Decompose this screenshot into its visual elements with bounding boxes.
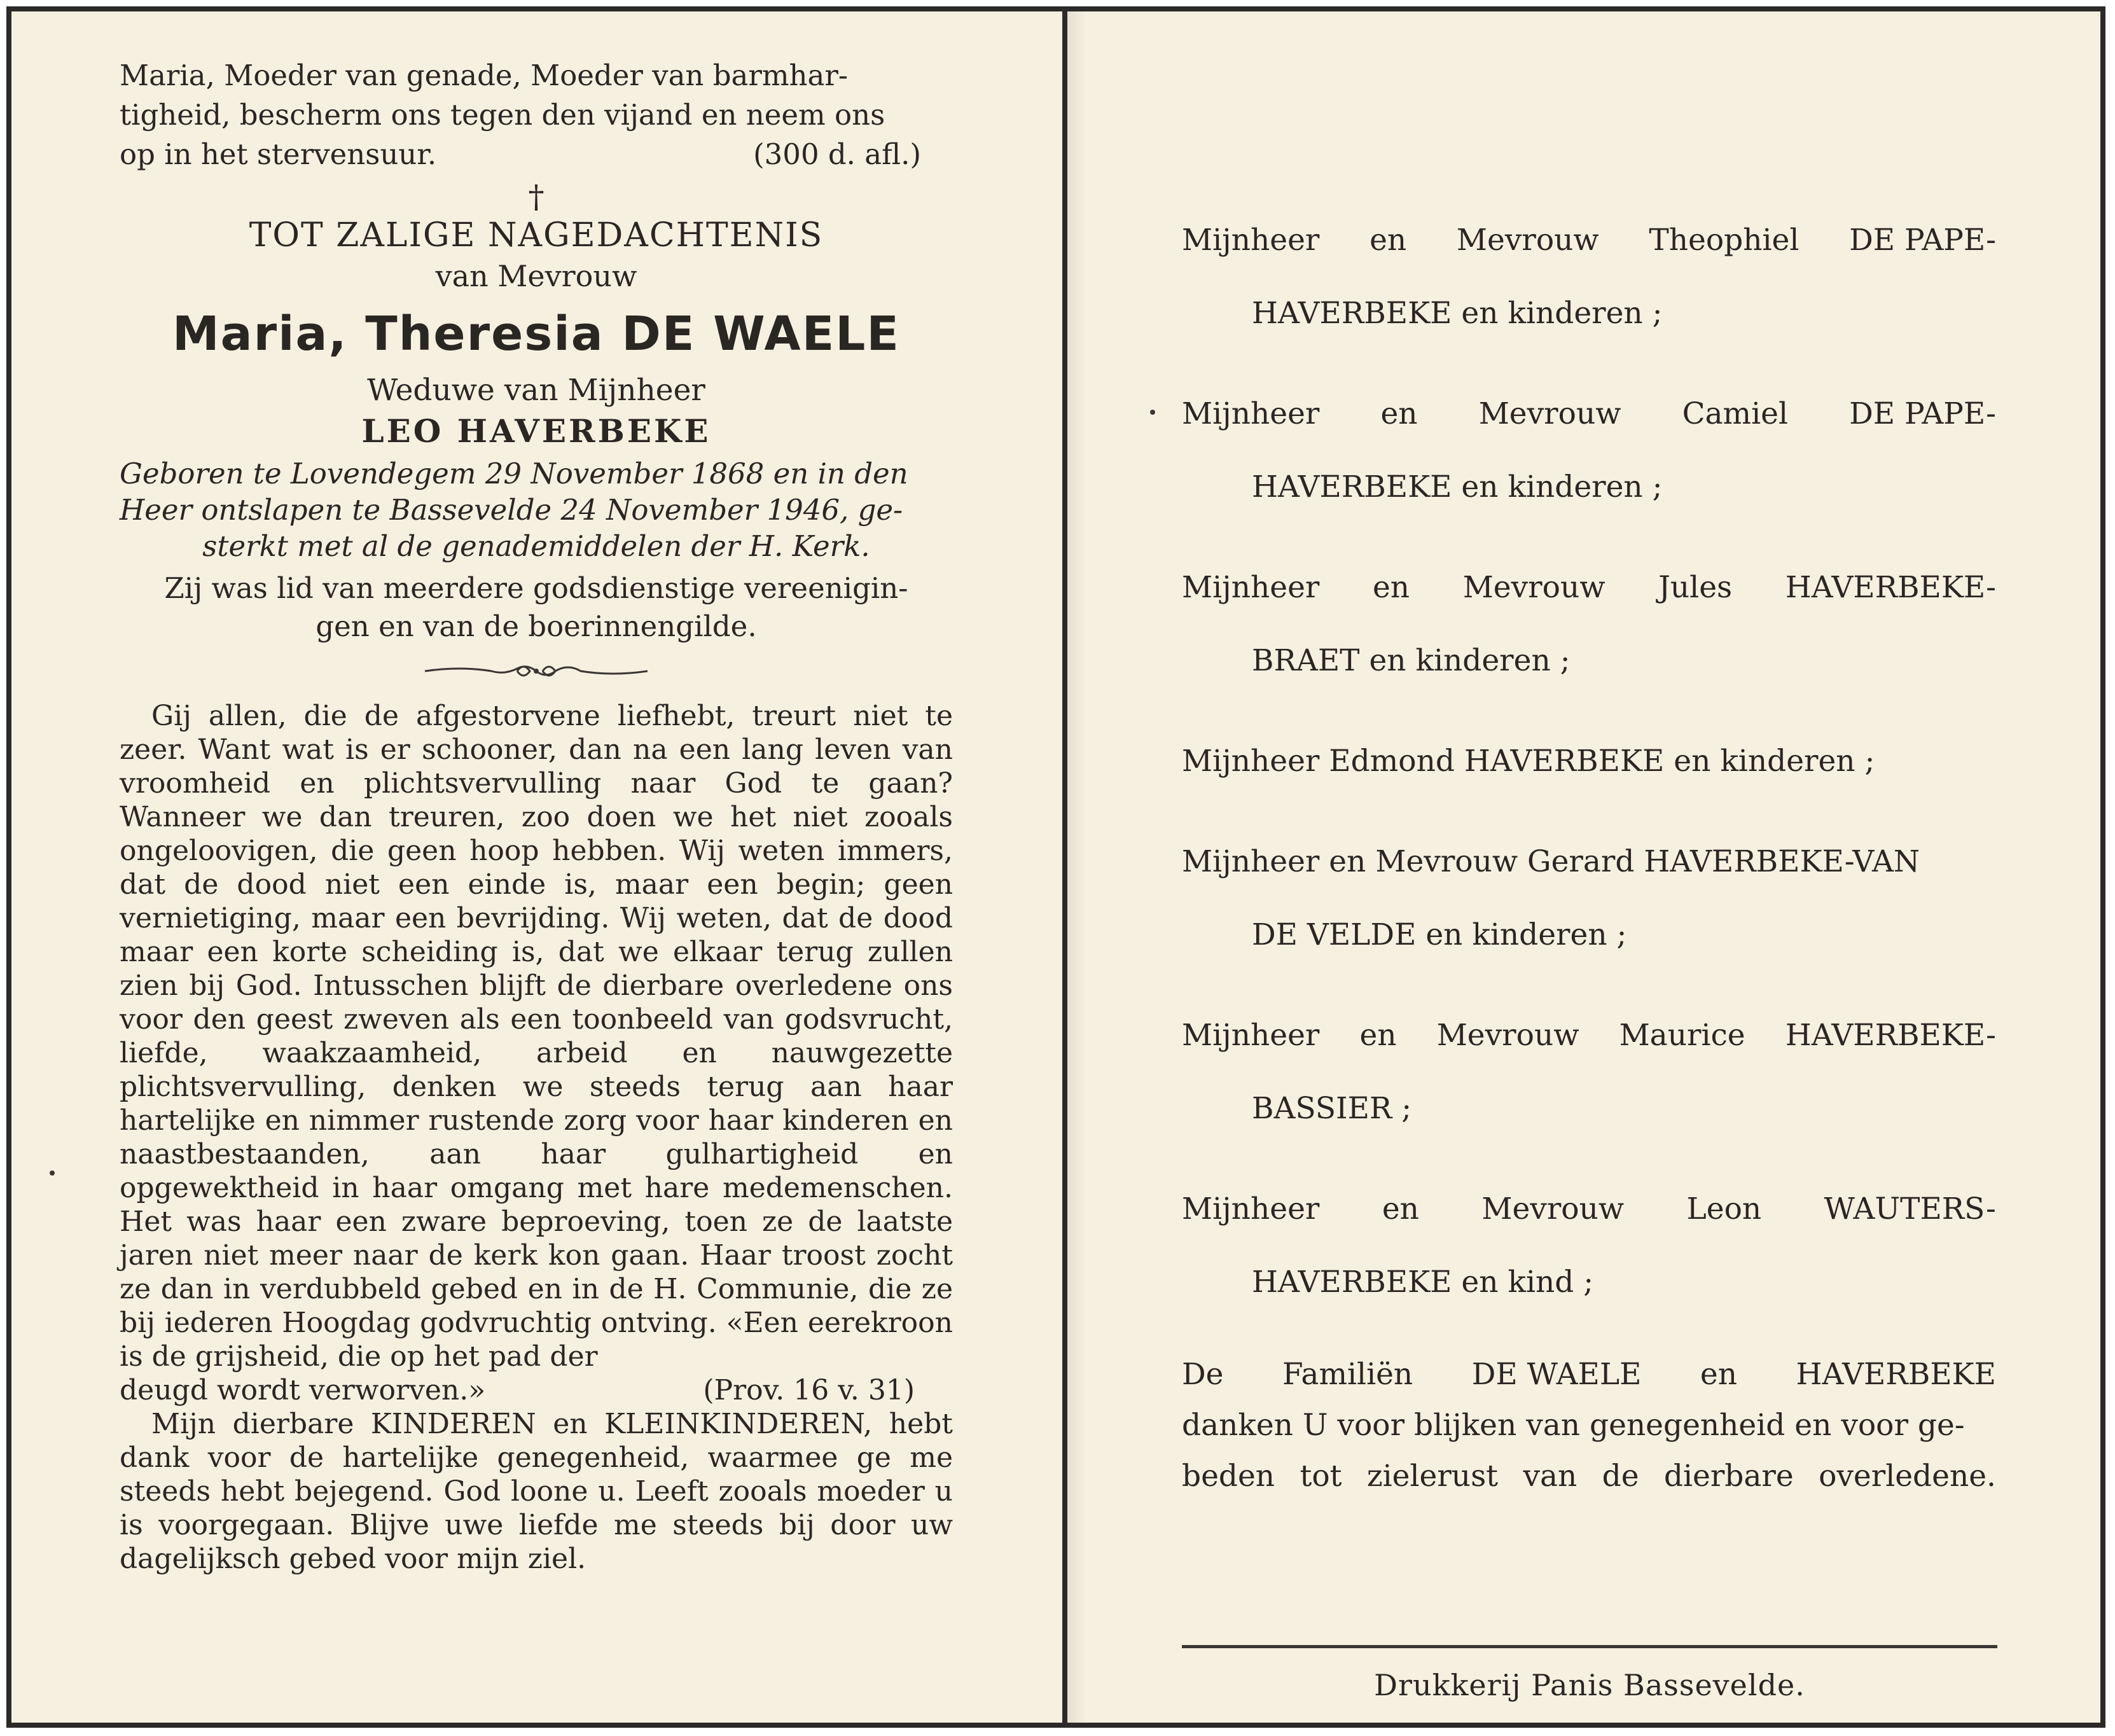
- entry-2-word-1: Mijnheer: [1182, 396, 1320, 431]
- printer-credit: Drukkerij Panis Bassevelde.: [1374, 1668, 1805, 1702]
- entry-6-line-2: BASSIER ;: [1252, 1091, 1412, 1126]
- thanks-word-5: HAVERBEKE: [1796, 1357, 1996, 1392]
- speck: [50, 1170, 55, 1176]
- thanks-l3-word-1: beden: [1182, 1459, 1275, 1494]
- fold-shadow: [1067, 11, 1086, 1723]
- family-thanks: [1182, 1349, 1996, 1502]
- prayer-line-3: [120, 135, 953, 174]
- entry-3-word-3: Mevrouw: [1462, 570, 1605, 605]
- thanks-l3-word-4: van: [1523, 1459, 1578, 1494]
- entry-4-line-1: Mijnheer Edmond HAVERBEKE en kinderen ;: [1182, 744, 1875, 779]
- entry-3-word-1: Mijnheer: [1182, 570, 1320, 605]
- van-mevrouw: van Mevrouw: [435, 259, 637, 293]
- memorial-title: TOT ZALIGE NAGEDACHTENIS: [249, 216, 824, 254]
- family-entry-1: [1182, 221, 1996, 333]
- prayer-line-3-text: op in het stervensuur.: [120, 137, 437, 171]
- entry-6-word-3: Mevrouw: [1436, 1018, 1579, 1053]
- entry-3-line-2: BRAET en kinderen ;: [1252, 643, 1571, 678]
- entry-5-line-1: Mijnheer en Mevrouw Gerard HAVERBEKE-VAN: [1182, 844, 1920, 879]
- cross-icon: †: [528, 178, 544, 215]
- prayer-line-1: Maria, Moeder van genade, Moeder van barmhar-: [120, 59, 849, 92]
- thanks-word-2: Familiën: [1282, 1357, 1413, 1392]
- entry-5-line-2: DE VELDE en kinderen ;: [1252, 917, 1627, 952]
- family-entry-2: [1182, 395, 1996, 506]
- entry-7-word-2: en: [1382, 1191, 1419, 1226]
- printer-rule: [1182, 1645, 1997, 1648]
- entry-2-word-4: Camiel: [1682, 396, 1788, 431]
- family-entry-5: [1182, 843, 1996, 954]
- entry-1-word-1: Mijnheer: [1182, 223, 1320, 258]
- thanks-line-2: danken U voor blijken van genegenheid en voor ge-: [1182, 1408, 1965, 1443]
- entry-7-word-3: Mevrouw: [1481, 1191, 1625, 1226]
- left-panel: [120, 56, 953, 1576]
- entry-6-word-2: en: [1359, 1018, 1397, 1053]
- entry-1-word-5: DE PAPE-: [1849, 223, 1996, 258]
- born-line-2: Heer ontslapen te Bassevelde 24 November 1946, ge-: [120, 493, 903, 527]
- thanks-word-3: DE WAELE: [1471, 1357, 1642, 1392]
- entry-7-word-5: WAUTERS-: [1824, 1191, 1996, 1226]
- entry-7-word-1: Mijnheer: [1182, 1191, 1320, 1226]
- member-line-2: gen en van de boerinnengilde.: [316, 609, 757, 643]
- entry-6-word-1: Mijnheer: [1182, 1018, 1320, 1053]
- indulgence-note: (300 d. afl.): [753, 137, 921, 171]
- meditation-text: Gij allen, die de afgestorvene liefhebt, treurt niet te zeer. Want wat is er schooner, dan na een lang leven van vroomheid en plichtsvervulling naar God te gaan? Wanneer we dan treuren, zoo doen we het niet zooals ongeloovigen, die geen hoop hebben. Wij weten immers, dat de dood niet een einde is, maar een begin; geen vernietiging, maar een bevrijding. Wij weten, dat de dood maar een korte scheiding is, dat we elkaar terug zullen zien bij God. Intusschen blijft de dierbare overledene ons voor den geest zweven als een toonbeeld van godsvrucht, liefde, waakzaamheid, arbeid en nauwgezette plichtsvervulling, denken we steeds terug aan haar hartelijke en nimmer rustende zorg voor haar kinderen en naastbestaanden, aan haar gulhartigheid en opgewektheid in haar omgang met hare medemenschen. Het was haar een zware beproeving, toen ze de laatste jaren niet meer naar de kerk kon gaan. Haar troost zocht ze dan in verdubbeld gebed en in de H. Communie, die ze bij iederen Hoogdag godvruchtig ontving. «Een eerekroon is de grijsheid, die op het pad der: [120, 700, 953, 1373]
- entry-3-word-5: HAVERBEKE-: [1785, 570, 1996, 605]
- entry-6-word-4: Maurice: [1619, 1018, 1745, 1053]
- entry-3-word-4: Jules: [1658, 570, 1733, 605]
- thanks-l3-word-6: dierbare: [1663, 1459, 1794, 1494]
- born-line-1: Geboren te Lovendegem 29 November 1868 en in den: [120, 457, 908, 490]
- quote-end: deugd wordt verworven.»: [120, 1374, 486, 1406]
- ornament-divider-icon: [422, 660, 651, 683]
- thanks-word-4: en: [1700, 1357, 1737, 1392]
- family-entry-4: [1182, 742, 1996, 781]
- husband-name: LEO HAVERBEKE: [361, 412, 711, 450]
- thanks-l3-word-3: zielerust: [1366, 1459, 1499, 1494]
- entry-1-line-2: HAVERBEKE en kinderen ;: [1252, 296, 1663, 331]
- quote-end-line: [120, 1373, 953, 1407]
- prayer-line-2: tigheid, bescherm ons tegen den vijand en neem ons: [120, 98, 885, 132]
- member-line-1: Zij was lid van meerdere godsdienstige vereenigin-: [164, 571, 908, 605]
- farewell-text: Mijn dierbare KINDEREN en KLEINKINDEREN, hebt dank voor de hartelijke genegenheid, waarmee ge me steeds hebt bejegend. God loone u. Leeft zooals moeder u is voorgegaan. Blijve uwe liefde me steeds bij door uw dagelijksch gebed voor mijn ziel.: [120, 1408, 953, 1575]
- entry-1-word-2: en: [1370, 223, 1407, 258]
- entry-1-word-3: Mevrouw: [1456, 223, 1599, 258]
- family-entry-7: [1182, 1190, 1996, 1302]
- entry-2-line-2: HAVERBEKE en kinderen ;: [1252, 469, 1663, 504]
- entry-3-word-2: en: [1372, 570, 1410, 605]
- entry-2-word-2: en: [1380, 396, 1418, 431]
- thanks-l3-word-5: de: [1602, 1459, 1639, 1494]
- thanks-l3-word-7: overledene.: [1819, 1459, 1996, 1494]
- right-panel: [1182, 221, 1996, 1502]
- thanks-l3-word-2: tot: [1300, 1459, 1342, 1494]
- speck: [1150, 410, 1155, 415]
- entry-7-line-2: HAVERBEKE en kind ;: [1252, 1265, 1594, 1300]
- memorial-card: [6, 6, 2105, 1728]
- card-fold: [1062, 11, 1067, 1723]
- entry-7-word-4: Leon: [1686, 1191, 1762, 1226]
- widow-of: Weduwe van Mijnheer: [367, 373, 705, 408]
- born-line-3: sterkt met al de genademiddelen der H. Kerk.: [202, 529, 870, 563]
- quote-reference: (Prov. 16 v. 31): [703, 1374, 915, 1406]
- entry-6-word-5: HAVERBEKE-: [1785, 1018, 1996, 1053]
- thanks-word-1: De: [1182, 1357, 1224, 1392]
- entry-1-word-4: Theophiel: [1649, 223, 1799, 258]
- family-entry-6: [1182, 1017, 1996, 1128]
- deceased-name: Maria, Theresia DE WAELE: [172, 307, 900, 361]
- entry-2-word-3: Mevrouw: [1478, 396, 1621, 431]
- family-entry-3: [1182, 569, 1996, 680]
- entry-2-word-5: DE PAPE-: [1849, 396, 1996, 431]
